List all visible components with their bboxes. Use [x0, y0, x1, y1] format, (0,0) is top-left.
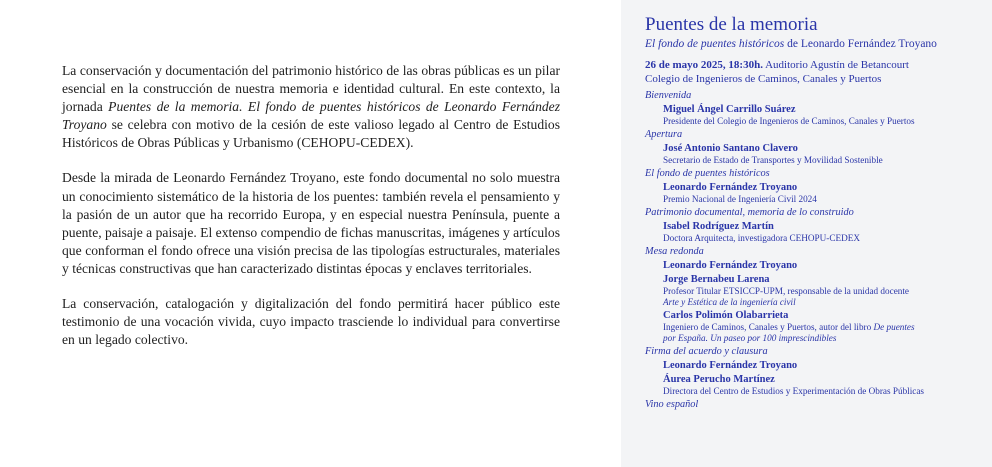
subtitle-rest: de Leonardo Fernández Troyano [784, 38, 937, 50]
speaker-bienvenida [663, 103, 985, 127]
speaker-role: Secretario de Estado de Transportes y Movilidad Sostenible [663, 155, 883, 165]
intro-p1-start: La conservación y documentación del patrimonio histórico de las obras públicas es un pilar esencial en la construcción de nuestra memoria e identidad cultural. En este contexto, la jornada [62, 63, 560, 115]
speakers-firma-clausura [663, 359, 985, 397]
speaker-role: Profesor Titular ETSICCP-UPM, responsable de la unidad docente [663, 286, 909, 296]
speaker-role [663, 322, 985, 333]
speaker-role: Doctora Arquitecta, investigadora CEHOPU-CEDEX [663, 233, 860, 243]
section-vino-espanol: Vino español [645, 399, 699, 410]
speaker-name: Leonardo Fernández Troyano [663, 260, 798, 271]
speaker-role: Presidente del Colegio de Ingenieros de Caminos, Canales y Puertos [663, 116, 915, 126]
section-bienvenida: Bienvenida [645, 90, 692, 101]
section-mesa-redonda: Mesa redonda [645, 246, 704, 257]
section-patrimonio: Patrimonio documental, memoria de lo construido [645, 207, 854, 218]
event-venue-institution: Colegio de Ingenieros de Caminos, Canales y Puertos [645, 73, 882, 85]
speaker-role: Directora del Centro de Estudios y Experimentación de Obras Públicas [663, 386, 925, 396]
speaker-name: Jorge Bernabeu Larena [663, 274, 770, 285]
intro-paragraph-1 [62, 62, 560, 152]
section-firma-clausura: Firma del acuerdo y clausura [645, 346, 768, 357]
speaker-role-italic: Arte y Estética de la ingeniería civil [663, 297, 796, 307]
intro-paragraph-3: La conservación, catalogación y digitalización del fondo permitirá hacer público este testimonio de una vocación vivida, cuyo impacto trasciende lo individual para convertirse en un legado colectivo. [62, 296, 560, 348]
program-title: Puentes de la memoria [645, 14, 818, 35]
intro-paragraph-2: Desde la mirada de Leonardo Fernández Troyano, este fondo documental no solo muestra un conocimiento sistemático de la historia de los puentes: también revela el pensamiento y la pasión de un autor que ha recorrido Europa, y en especial nuestra Península, puente a puente, paisaje a paisaje. El extenso compendio de fichas manuscritas, imágenes y artículos que conforman el fondo ofrece una visión precisa de las tipologías estructurales, materiales y técnicas constructivas que han caracterizado distintas épocas y enclaves territoriales. [62, 170, 560, 276]
speaker-name: Leonardo Fernández Troyano [663, 182, 798, 193]
section-fondo: El fondo de puentes históricos [645, 168, 770, 179]
speaker-role: Premio Nacional de Ingeniería Civil 2024 [663, 194, 817, 204]
event-date-venue [645, 58, 985, 72]
intro-p1-event-title: Puentes de la memoria. El fondo de puentes históricos de Leonardo Fernández Troyano [62, 99, 560, 133]
speaker-name: Leonardo Fernández Troyano [663, 360, 798, 371]
speaker-role-continued [663, 333, 985, 344]
book-title-part-2: por España. [663, 333, 711, 343]
speaker-apertura [663, 142, 985, 166]
program-schedule [645, 58, 985, 411]
speaker-name: Carlos Polimón Olabarrieta [663, 310, 789, 321]
program-subtitle [645, 37, 937, 51]
role-text: Ingeniero de Caminos, Canales y Puertos, autor del libro [663, 322, 874, 332]
speaker-patrimonio [663, 220, 985, 244]
speaker-name: José Antonio Santano Clavero [663, 143, 798, 154]
intro-p1-end: se celebra con motivo de la cesión de este valioso legado al Centro de Estudios Históricos de Obras Públicas y Urbanismo (CEHOPU-CEDEX). [62, 117, 560, 151]
speaker-name: Miguel Ángel Carrillo Suárez [663, 104, 796, 115]
event-info [645, 58, 985, 86]
subtitle-italic: El fondo de puentes históricos [645, 38, 785, 50]
book-title-part-1: De puentes [873, 322, 915, 332]
book-title-part-3: Un paseo por 100 imprescindibles [710, 333, 837, 343]
speakers-mesa-redonda [663, 259, 985, 344]
speaker-name: Isabel Rodríguez Martín [663, 221, 774, 232]
speaker-name: Áurea Perucho Martínez [663, 374, 775, 385]
intro-text [62, 62, 560, 366]
event-venue: Auditorio Agustín de Betancourt [762, 59, 909, 71]
section-apertura: Apertura [645, 129, 683, 140]
speaker-fondo [663, 181, 985, 205]
event-date: 26 de mayo 2025, 18:30h. [645, 59, 763, 71]
